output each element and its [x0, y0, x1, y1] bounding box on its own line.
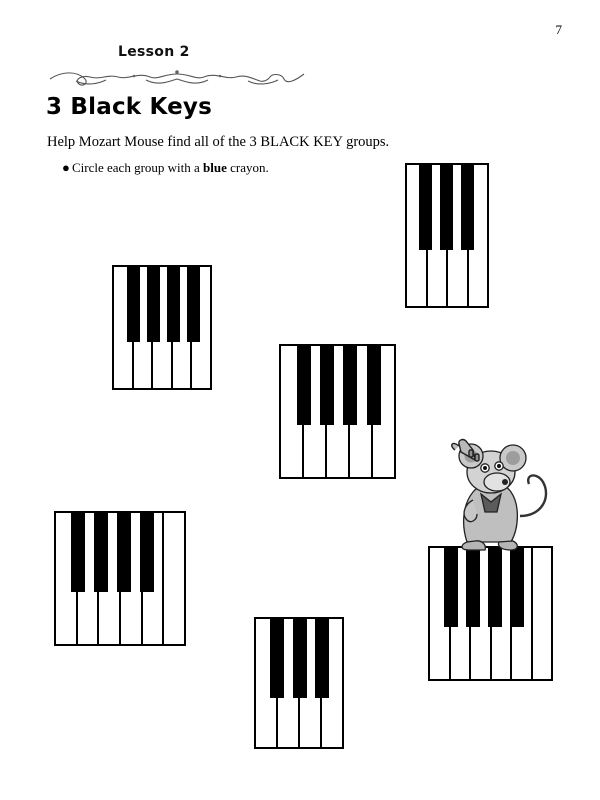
white-key — [512, 548, 533, 679]
white-key — [322, 619, 342, 747]
keyboard-diagram-3 — [279, 344, 396, 479]
keyboard-diagram-6 — [428, 546, 553, 681]
keyboard-diagram-1 — [405, 163, 489, 308]
white-key — [469, 165, 488, 306]
white-key — [430, 548, 451, 679]
white-key — [373, 346, 394, 477]
white-key — [99, 513, 121, 644]
white-keys-group — [256, 619, 342, 747]
white-key — [327, 346, 350, 477]
white-key — [114, 267, 134, 388]
white-keys-group — [114, 267, 210, 388]
white-key — [300, 619, 322, 747]
white-keys-group — [56, 513, 184, 644]
lesson-label: Lesson 2 — [118, 44, 190, 60]
white-key — [164, 513, 184, 644]
white-key — [281, 346, 304, 477]
bullet-dot-icon: ● — [62, 160, 70, 175]
white-key — [56, 513, 78, 644]
white-key — [78, 513, 100, 644]
keyboard-diagram-5 — [254, 617, 344, 749]
keyboard-diagram-2 — [112, 265, 212, 390]
white-key — [451, 548, 472, 679]
white-keys-group — [430, 548, 551, 679]
white-key — [134, 267, 154, 388]
white-key — [407, 165, 428, 306]
decorative-flourish-divider-icon — [46, 68, 308, 90]
white-key — [143, 513, 165, 644]
white-key — [192, 267, 210, 388]
keyboard-diagram-4 — [54, 511, 186, 646]
bullet-instruction — [62, 160, 269, 176]
white-key — [121, 513, 143, 644]
bullet-highlight-word: blue — [203, 160, 227, 175]
instruction-text: Help Mozart Mouse find all of the 3 BLACK KEY groups. — [47, 134, 390, 150]
white-key — [492, 548, 513, 679]
white-key — [471, 548, 492, 679]
white-key — [350, 346, 373, 477]
white-key — [256, 619, 278, 747]
page-number: 7 — [555, 22, 562, 37]
white-key — [448, 165, 469, 306]
white-key — [428, 165, 449, 306]
white-keys-group — [407, 165, 487, 306]
white-key — [304, 346, 327, 477]
bullet-text-before: Circle each group with a — [72, 160, 204, 175]
white-key — [153, 267, 173, 388]
white-key — [533, 548, 552, 679]
mozart-mouse-illustration — [425, 424, 557, 556]
bullet-text-after: crayon. — [226, 160, 269, 175]
white-keys-group — [281, 346, 394, 477]
white-key — [173, 267, 193, 388]
white-key — [278, 619, 300, 747]
page-title: 3 Black Keys — [46, 94, 212, 120]
